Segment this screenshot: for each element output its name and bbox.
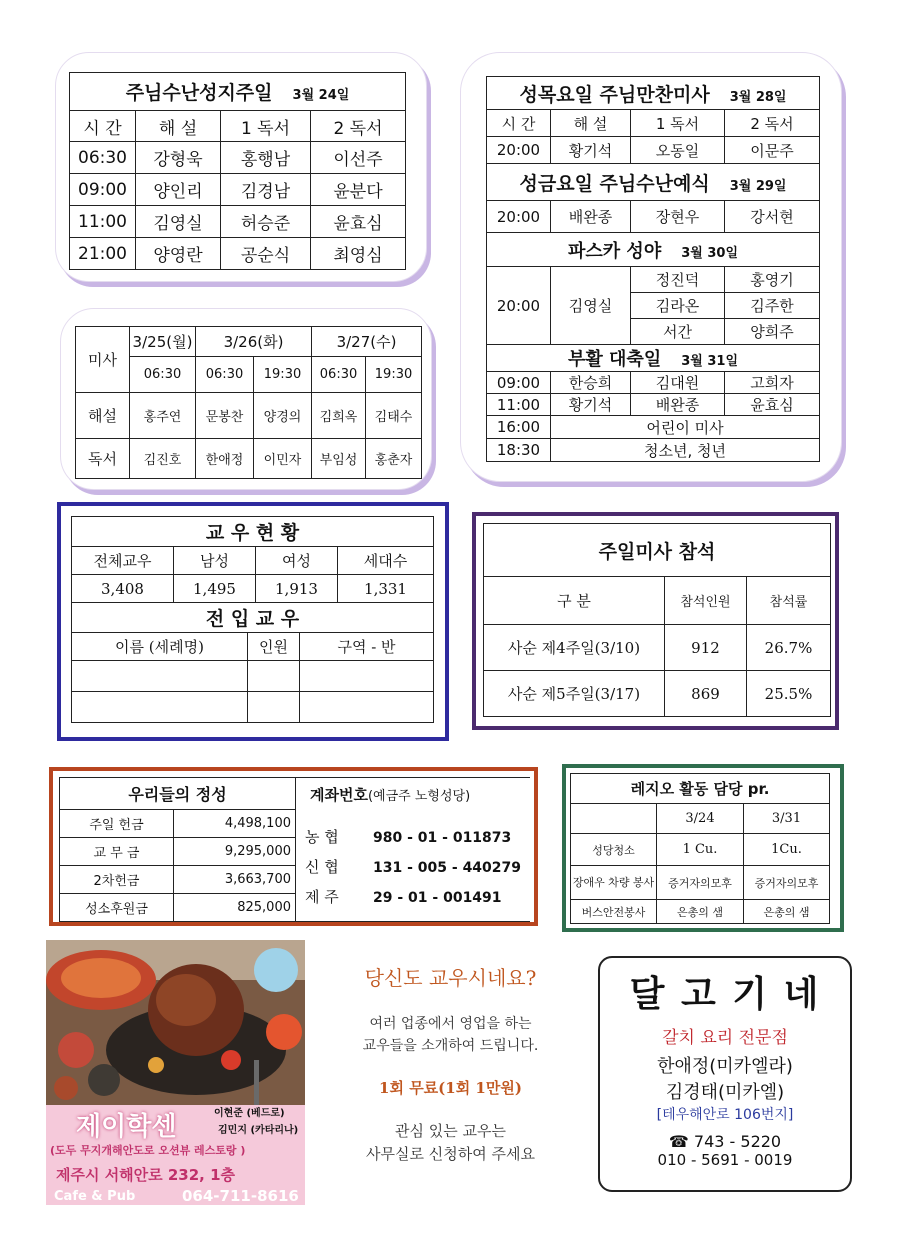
table-row (60, 866, 296, 894)
header-count: 인원 (248, 633, 300, 661)
header-female: 여성 (256, 547, 338, 575)
time-cell: 06:30 (130, 357, 196, 393)
table-row (70, 206, 406, 238)
cell: 한애정 (196, 439, 254, 479)
header-total: 전체교우 (72, 547, 174, 575)
header-commentary: 해 설 (551, 110, 631, 137)
parishioners-title: 교 우 현 황 (72, 517, 434, 547)
phone-icon: ☎ (668, 1132, 689, 1151)
cell: 공순식 (221, 238, 311, 270)
time-cell: 06:30 (312, 357, 366, 393)
promo-line-1: 여러 업종에서 영업을 하는 (369, 1016, 532, 1032)
cell: 김희옥 (312, 393, 366, 439)
account-row: 농 협 980 - 01 - 011873 (305, 828, 512, 846)
cell: 3,663,700 (174, 866, 296, 894)
cell: 869 (665, 671, 747, 717)
cell: 홍춘자 (366, 439, 422, 479)
cell: 11:00 (70, 206, 136, 238)
fish-owner-1: 한애정(미카엘라) (657, 1056, 793, 1077)
vigil-time: 20:00 (487, 267, 551, 345)
cell: 최영심 (311, 238, 406, 270)
cell: 26.7% (747, 625, 831, 671)
table-row (70, 238, 406, 270)
cell: 09:00 (70, 174, 136, 206)
fish-phone-1: 743 - 5220 (693, 1132, 782, 1151)
header-reading-1: 1 독서 (631, 110, 725, 137)
attendance-title: 주일미사 참석 (484, 524, 831, 577)
fish-owner-2: 김경태(미카엘) (665, 1082, 785, 1103)
promo-line-4: 사무실로 신청하여 주세요 (366, 1145, 535, 1163)
cell: 장현우 (631, 201, 725, 233)
cell: 정진덕 (631, 267, 725, 293)
date-cell: 3/31 (744, 804, 830, 834)
cell: 어린이 미사 (551, 416, 820, 439)
cell: 20:00 (487, 201, 551, 233)
account-holder: (예금주 노형성당) (367, 789, 471, 804)
cell: 25.5% (747, 671, 831, 717)
header-attendees: 참석인원 (665, 577, 747, 625)
cell: 이문주 (725, 137, 820, 164)
food-photo (46, 940, 305, 1105)
cell: 06:30 (70, 142, 136, 174)
fish-specialty: 갈치 요리 전문점 (662, 1028, 788, 1048)
cell: 1,331 (338, 575, 434, 603)
cell: 고희자 (725, 372, 820, 394)
easter-title: 부활 대축일 (568, 349, 662, 370)
cell: 허승준 (221, 206, 311, 238)
cell: 주일 헌금 (60, 810, 174, 838)
table-row (487, 201, 820, 233)
promo-headline: 당신도 교우시네요? (364, 966, 537, 990)
fish-name: 달 고 기 네 (629, 974, 821, 1015)
restaurant-ad (46, 940, 305, 1205)
legio-table (570, 773, 830, 924)
fish-phone-2: 010 - 5691 - 0019 (657, 1151, 793, 1169)
cell: 김라온 (631, 293, 725, 319)
cell: 황기석 (551, 137, 631, 164)
cell: 1,495 (174, 575, 256, 603)
palm-sunday-table (69, 72, 406, 270)
restaurant-phone: 064-711-8616 (182, 1187, 299, 1205)
weekday-table (75, 326, 422, 479)
restaurant-type: Cafe & Pub (54, 1189, 136, 1204)
table-row: 장애우 차량 봉사 증거자의모후 증거자의모후 (571, 866, 830, 900)
date-wed: 3/27(수) (312, 327, 422, 357)
table-row: 버스안전봉사 은총의 샘 은총의 샘 (571, 900, 830, 924)
header-reading-2: 2 독서 (725, 110, 820, 137)
table-row (72, 692, 434, 723)
cell: 강서현 (725, 201, 820, 233)
vigil-commentary: 김영실 (551, 267, 631, 345)
time-cell: 19:30 (254, 357, 312, 393)
cell: 4,498,100 (174, 810, 296, 838)
table-row (487, 372, 820, 394)
table-row (72, 575, 434, 603)
table-row (70, 142, 406, 174)
account-title: 계좌번호 (310, 786, 368, 804)
header-male: 남성 (174, 547, 256, 575)
cell: 김경남 (221, 174, 311, 206)
cell: 2차헌금 (60, 866, 174, 894)
vigil-date: 3월 30일 (681, 245, 738, 261)
cell: 배완종 (551, 201, 631, 233)
table-row (487, 394, 820, 416)
date-mon: 3/25(월) (130, 327, 196, 357)
easter-date: 3월 31일 (681, 354, 738, 369)
cell: 김대원 (631, 372, 725, 394)
cell: 문봉찬 (196, 393, 254, 439)
cell: 홍주연 (130, 393, 196, 439)
cell: 9,295,000 (174, 838, 296, 866)
restaurant-owner-1: 이현준 (베드로) (214, 1108, 285, 1119)
cell: 양영란 (136, 238, 221, 270)
cell: 서간 (631, 319, 725, 345)
cell: 홍영기 (725, 267, 820, 293)
friday-title: 성금요일 주님수난예식 (519, 172, 710, 195)
newcomers-table (71, 602, 434, 723)
cell: 윤효심 (311, 206, 406, 238)
account-row: 신 협 131 - 005 - 440279 (305, 858, 522, 876)
cell: 825,000 (174, 894, 296, 922)
parishioners-table (71, 516, 434, 603)
cell: 윤효심 (725, 394, 820, 416)
cell: 김태수 (366, 393, 422, 439)
table-row (60, 894, 296, 922)
restaurant-name: 제이학센 (76, 1112, 177, 1142)
cell: 09:00 (487, 372, 551, 394)
header-category: 구 분 (484, 577, 665, 625)
table-row (60, 838, 296, 866)
cell: 윤분다 (311, 174, 406, 206)
cell: 황기석 (551, 394, 631, 416)
cell: 양경의 (254, 393, 312, 439)
cell: 1,913 (256, 575, 338, 603)
newcomers-title: 전 입 교 우 (72, 603, 434, 633)
table-row (72, 661, 434, 692)
date-tue: 3/26(화) (196, 327, 312, 357)
thursday-title: 성목요일 주님만찬미사 (519, 83, 710, 106)
cell: 18:30 (487, 439, 551, 462)
reading-label: 독서 (76, 439, 130, 479)
cell: 이민자 (254, 439, 312, 479)
cell: 912 (665, 625, 747, 671)
header-rate: 참석률 (747, 577, 831, 625)
cell: 오동일 (631, 137, 725, 164)
header-district: 구역 - 반 (300, 633, 434, 661)
cell: 11:00 (487, 394, 551, 416)
date-cell: 3/24 (657, 804, 744, 834)
promo-line-2: 교우들을 소개하여 드립니다. (362, 1038, 539, 1054)
header-commentary: 해 설 (136, 111, 221, 142)
time-cell: 06:30 (196, 357, 254, 393)
cell: 부임성 (312, 439, 366, 479)
header-time: 시 간 (70, 111, 136, 142)
table-row (70, 174, 406, 206)
vigil-title: 파스카 성야 (568, 240, 662, 262)
time-cell: 19:30 (366, 357, 422, 393)
fish-ad (598, 956, 852, 1192)
cell: 3,408 (72, 575, 174, 603)
cell: 21:00 (70, 238, 136, 270)
table-row (487, 416, 820, 439)
cell: 20:00 (487, 137, 551, 164)
palm-sunday-date: 3월 24일 (292, 88, 350, 103)
account-row: 제 주 29 - 01 - 001491 (305, 888, 502, 906)
cell: 양인리 (136, 174, 221, 206)
cell: 김영실 (136, 206, 221, 238)
cell: 배완종 (631, 394, 725, 416)
cell: 강형욱 (136, 142, 221, 174)
table-row (60, 810, 296, 838)
restaurant-tagline: (도두 무지개해안도로 오션뷰 레스토랑 ) (50, 1144, 246, 1157)
cell: 사순 제4주일(3/10) (484, 625, 665, 671)
table-row (487, 137, 820, 164)
table-row (484, 671, 831, 717)
table-row (484, 625, 831, 671)
account-header (310, 784, 470, 805)
commentary-label: 해설 (76, 393, 130, 439)
table-row (487, 439, 820, 462)
header-time: 시 간 (487, 110, 551, 137)
cell: 16:00 (487, 416, 551, 439)
cell: 홍행남 (221, 142, 311, 174)
promo-block (318, 962, 583, 1166)
thursday-date: 3월 28일 (729, 89, 787, 105)
offerings-title: 우리들의 정성 (60, 778, 296, 810)
cell: 한승희 (551, 372, 631, 394)
cell: 청소년, 청년 (551, 439, 820, 462)
cell: 성소후원금 (60, 894, 174, 922)
friday-date: 3월 29일 (729, 178, 787, 194)
fish-phone-row (600, 1132, 850, 1151)
attendance-table (483, 523, 831, 717)
promo-line-3: 관심 있는 교우는 (395, 1122, 506, 1140)
account-list (305, 823, 521, 913)
cell: 사순 제5주일(3/17) (484, 671, 665, 717)
promo-price: 1회 무료(1회 1만원) (379, 1079, 522, 1097)
fish-address: [테우해안로 106번지] (656, 1107, 794, 1123)
cell: 이선주 (311, 142, 406, 174)
palm-sunday-title: 주님수난성지주일 (125, 82, 273, 104)
legio-title: 레지오 활동 담당 pr. (571, 774, 830, 804)
offerings-table (59, 777, 296, 922)
cell: 교 무 금 (60, 838, 174, 866)
cell: 양희주 (725, 319, 820, 345)
mass-label: 미사 (76, 327, 130, 393)
header-reading-1: 1 독서 (221, 111, 311, 142)
restaurant-address: 제주시 서해안로 232, 1층 (56, 1166, 236, 1184)
header-name: 이름 (세례명) (72, 633, 248, 661)
header-reading-2: 2 독서 (311, 111, 406, 142)
header-households: 세대수 (338, 547, 434, 575)
cell: 김주한 (725, 293, 820, 319)
table-row: 성당청소 1 Cu. 1Cu. (571, 834, 830, 866)
restaurant-owner-2: 김민지 (카타리나) (218, 1125, 299, 1136)
cell: 김진호 (130, 439, 196, 479)
holy-week-table (486, 76, 820, 462)
